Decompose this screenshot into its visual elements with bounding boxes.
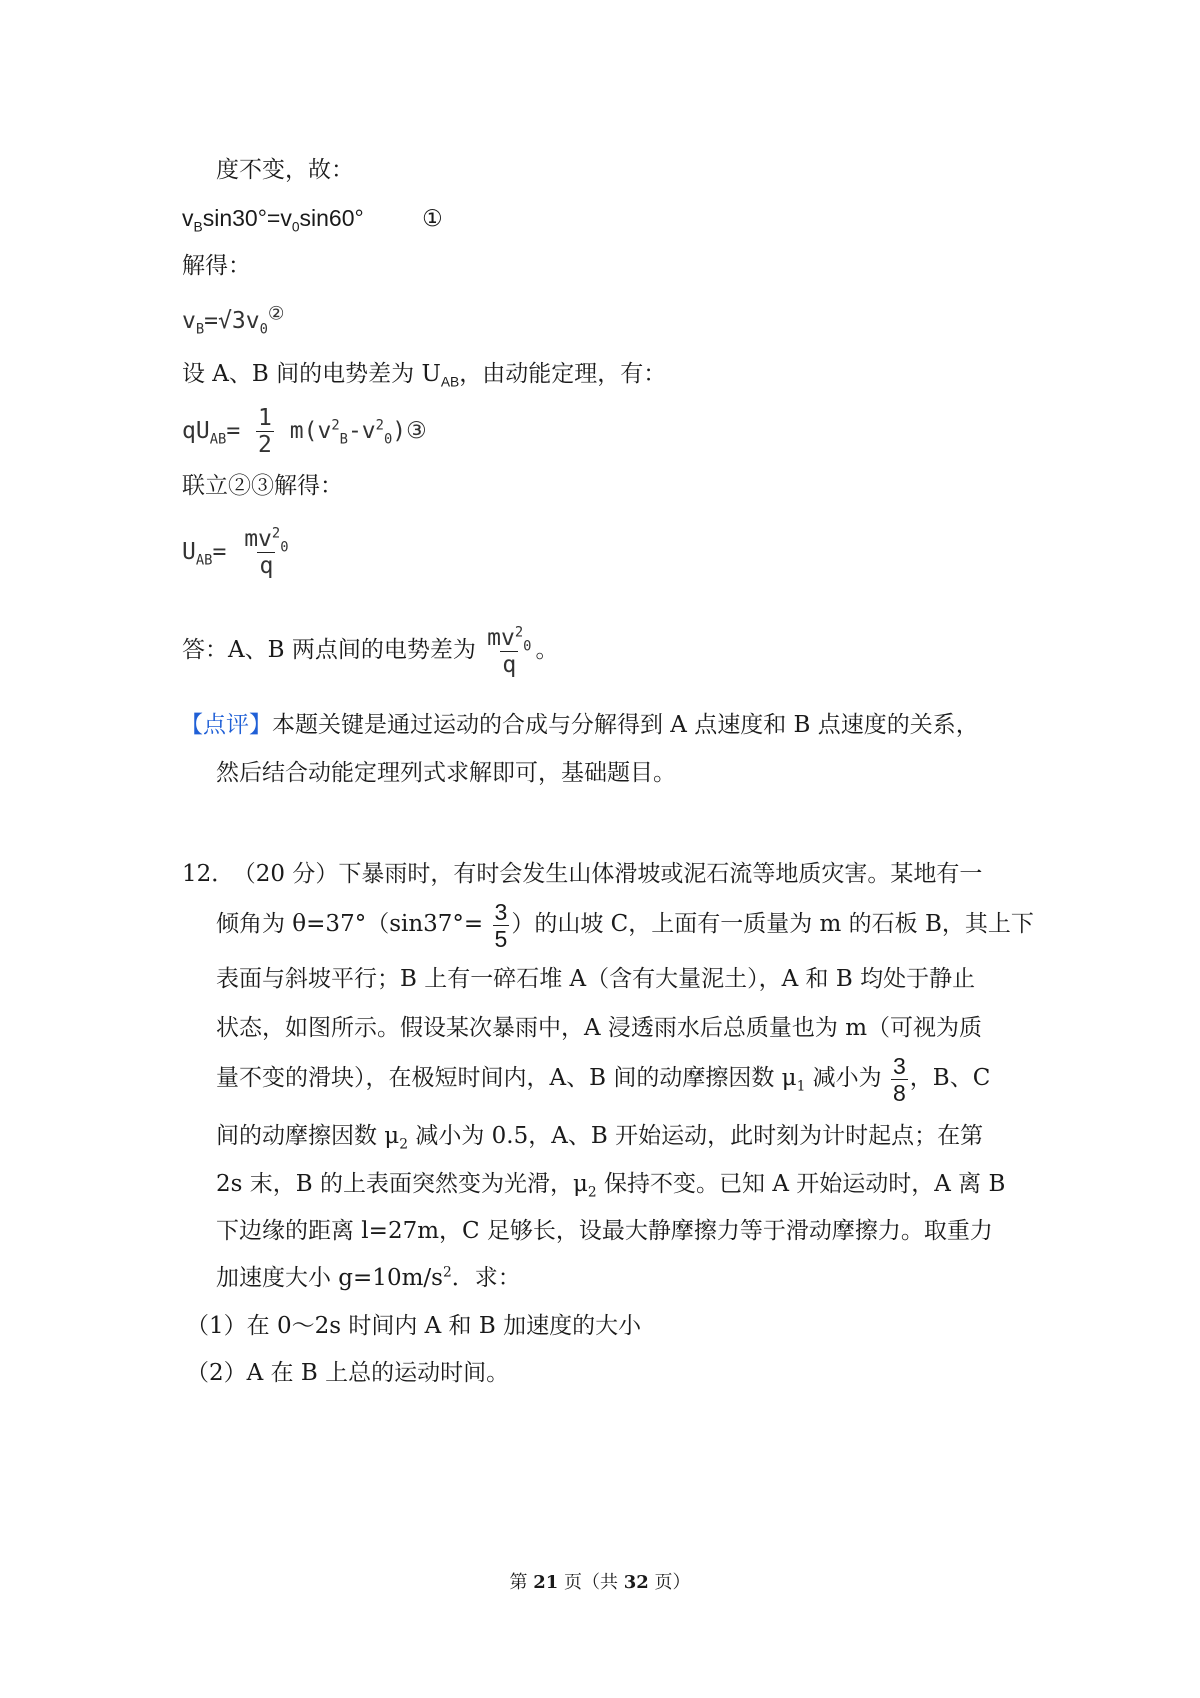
fraction-half: $\frac{1}{2}$ xyxy=(258,405,272,458)
problem-line-1: 12． （20 分）下暴雨时，有时会发生山体滑坡或泥石流等地质灾害。某地有一 xyxy=(182,861,983,887)
problem-line-6: 间的动摩擦因数 $\mu_2$ 减小为 0.5，A、B 开始运动，此时刻为计时起点；在第 xyxy=(216,1123,984,1153)
answer-fraction: $\frac{mv^2_0}{q}$ xyxy=(487,623,532,678)
solution-line-1 xyxy=(216,154,354,186)
total-pages: 32 xyxy=(623,1572,649,1593)
problem-line-7: 2s 末，B 的上表面突然变为光滑，$\mu_2$ 保持不变。已知 A 开始运动时，A 离 B xyxy=(216,1171,1006,1201)
problem-line-3: 表面与斜坡平行；B 上有一碎石堆 A（含有大量泥土），A 和 B 均处于静止 xyxy=(216,966,976,992)
problem-number: 12． xyxy=(182,861,235,887)
question-1: （1）在 0～2s 时间内 A 和 B 加速度的大小 xyxy=(186,1313,642,1339)
text: 度不变，故： xyxy=(216,157,354,183)
comment-tag: 【点评】 xyxy=(180,712,272,738)
combine-label: 联立②③解得： xyxy=(182,473,343,499)
page-footer: 第 21 页（共 32 页） xyxy=(509,1572,691,1593)
question-2: （2）A 在 B 上总的运动时间。 xyxy=(186,1360,510,1386)
answer-line: 答：A、B 两点间的电势差为 $\frac{mv^2_0}{q}$ 。 xyxy=(182,623,559,678)
equation-4: $U_{AB}=$ $\frac{mv^2_0}{q}$ xyxy=(182,525,289,579)
comment-line-1: 【点评】本题关键是通过运动的合成与分解得到 A 点速度和 B 点速度的关系， xyxy=(180,712,979,738)
equation-3: $qU_{AB}=$ $\frac{1}{2}$ $m(v^2_B-v^2_0)③$ xyxy=(182,405,427,458)
equation-1-mark: ① xyxy=(422,205,443,231)
comment-line-2: 然后结合动能定理列式求解即可，基础题目。 xyxy=(216,760,676,786)
fraction-3-8: $\frac{3}{8}$ xyxy=(893,1052,906,1106)
problem-line-8: 下边缘的距离 l=27m，C 足够长，设最大静摩擦力等于滑动摩擦力。取重力 xyxy=(216,1218,993,1244)
problem-line-9: 加速度大小 $g=10m/s^2$．求： xyxy=(216,1264,521,1291)
page-number: 21 xyxy=(533,1572,559,1593)
solve-label: 解得： xyxy=(182,253,251,279)
problem-line-4: 状态，如图所示。假设某次暴雨中，A 浸透雨水后总质量也为 m（可视为质 xyxy=(216,1015,983,1041)
fraction-3-5: $\frac{3}{5}$ xyxy=(494,898,508,952)
problem-line-2: 倾角为 θ=37°（sin37°= $\frac{3}{5}$ ）的山坡 C，上面有一质量为 m 的石板 B，其上下 xyxy=(216,898,1034,952)
potential-difference-intro: 设 A、B 间的电势差为 $U_{AB}$，由动能定理，有： xyxy=(182,361,667,390)
problem-line-5: 量不变的滑块），在极短时间内，A、B 间的动摩擦因数 $\mu_1$ 减小为 $\frac{3}{8}$ ，B、C xyxy=(216,1052,991,1106)
equation-1: $v_B\sin 30^\circ=v_0\sin 60^\circ$ ① xyxy=(182,205,443,235)
equation-2: $v_B=√3v_0^②$ xyxy=(182,303,285,338)
fraction-mv2-over-q: $\frac{mv^2_0}{q}$ xyxy=(244,525,289,579)
